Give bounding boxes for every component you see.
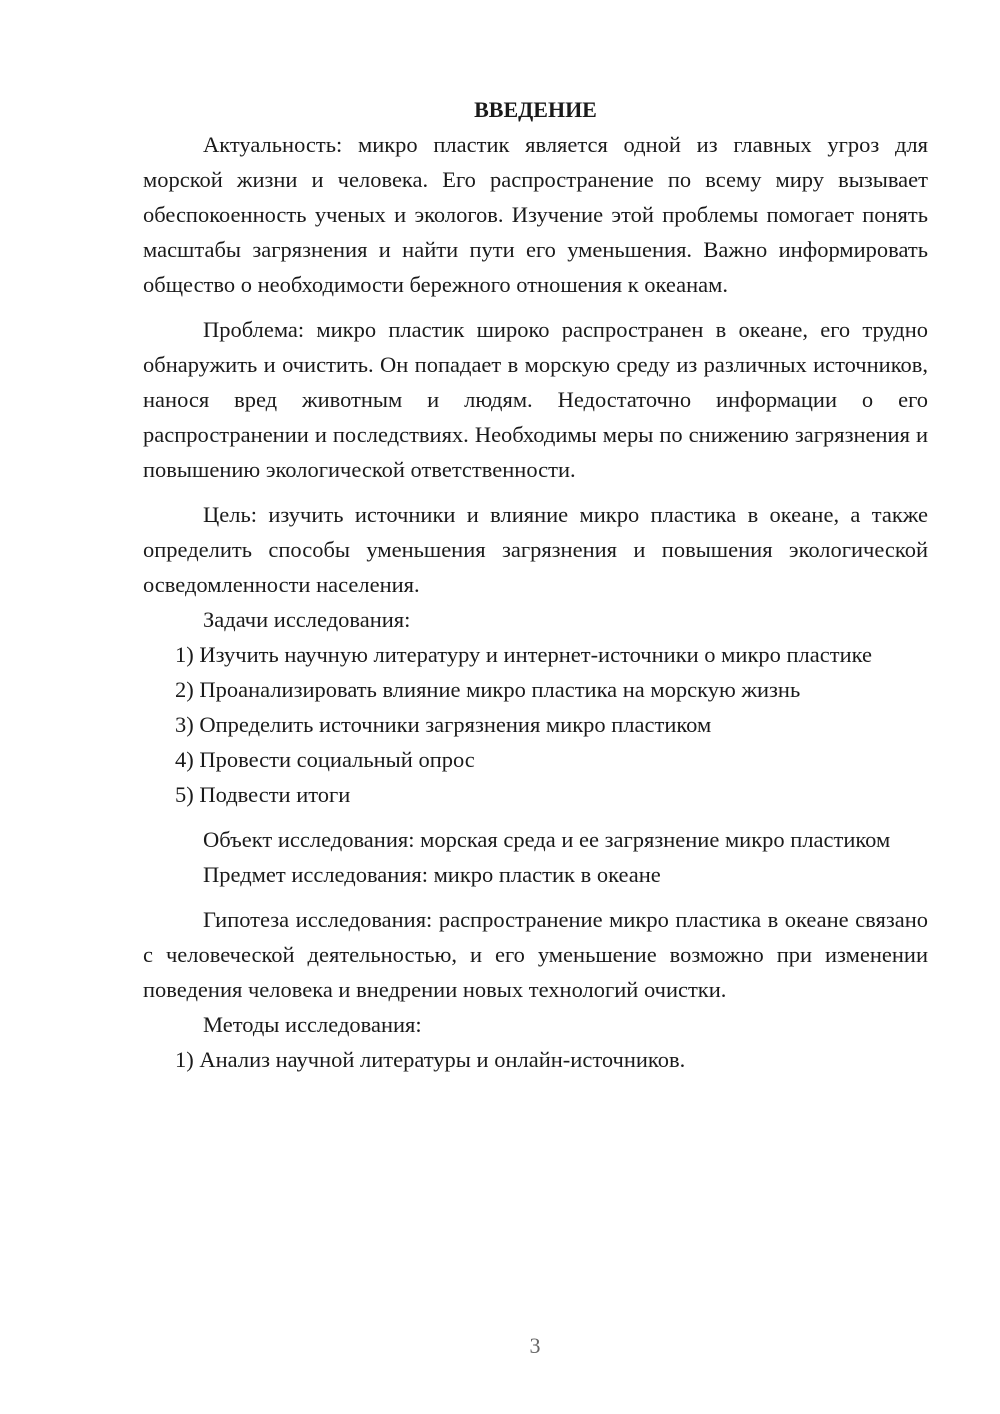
tasks-title: Задачи исследования: (203, 607, 411, 632)
paragraph-relevance: Актуальность: микро пластик является одной из главных угроз для морской жизни и человека. Его распространение по всему миру вызывает обеспокоенность ученых и экологов. Изучение этой проблемы помогает понять масштабы загрязнения и найти пути его уменьшения. Важно информировать общество о необходимости бережного отношения к океанам. (143, 132, 928, 297)
method-item-1: 1) Анализ научной литературы и онлайн-источников. (175, 1047, 686, 1072)
paragraph-subject: Предмет исследования: микро пластик в океане (203, 862, 661, 887)
task-item-2: 2) Проанализировать влияние микро пластика на морскую жизнь (175, 677, 801, 702)
task-item-1: 1) Изучить научную литературу и интернет-источники о микро пластике (175, 642, 872, 667)
page-content (143, 92, 928, 1077)
paragraph-hypothesis: Гипотеза исследования: распространение микро пластика в океане связано с человеческой деятельностью, и его уменьшение возможно при изменении поведения человека и внедрении новых технологий очистки. (143, 907, 928, 1002)
paragraph-object: Объект исследования: морская среда и ее загрязнение микро пластиком (203, 827, 891, 852)
task-item-5: 5) Подвести итоги (175, 782, 351, 807)
paragraph-problem: Проблема: микро пластик широко распространен в океане, его трудно обнаружить и очистить. Он попадает в морскую среду из различных источников, нанося вред животным и людям. Недостаточно информации о его распространении и последствиях. Необходимы меры по снижению загрязнения и повышению экологической ответственности. (143, 317, 928, 482)
page-number: 3 (529, 1333, 541, 1358)
paragraph-goal: Цель: изучить источники и влияние микро пластика в океане, а также определить способы уменьшения загрязнения и повышения экологической осведомленности населения. (143, 502, 928, 597)
task-item-3: 3) Определить источники загрязнения микро пластиком (175, 712, 712, 737)
methods-title: Методы исследования: (203, 1012, 422, 1037)
section-heading: ВВЕДЕНИЕ (474, 97, 597, 122)
task-item-4: 4) Провести социальный опрос (175, 747, 475, 772)
